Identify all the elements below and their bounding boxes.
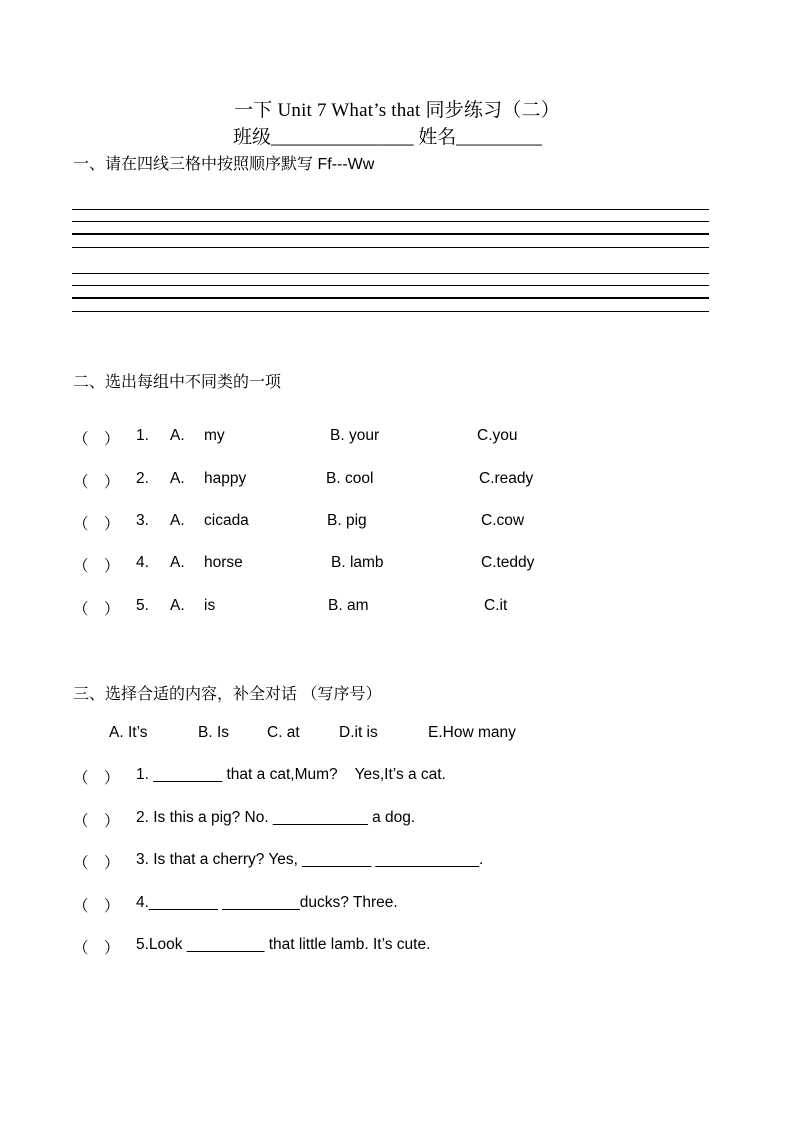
option-a-word: is [204, 597, 216, 614]
grid-baseline [72, 297, 709, 299]
option-a-word: horse [204, 554, 243, 571]
worksheet-title: 一下 Unit 7 What’s that 同步练习（二） [234, 100, 560, 121]
answer-blank[interactable]: （ ） [73, 516, 120, 533]
answer-blank[interactable]: （ ） [73, 431, 120, 448]
option-a-letter: A. [170, 427, 185, 444]
grid-line [72, 273, 709, 274]
dialogue-text: 1. ________ that a cat,Mum? Yes,It’s a cat. [136, 766, 446, 783]
grid-line [72, 311, 709, 312]
option-a-word: cicada [204, 512, 249, 529]
dialogue-text: 4.________ _________ducks? Three. [136, 894, 398, 911]
section-1-heading: 一、请在四线三格中按照顺序默写 Ff---Ww [73, 156, 375, 173]
grid-baseline [72, 233, 709, 235]
answer-blank[interactable]: （ ） [73, 601, 120, 618]
option-a-letter: A. [170, 512, 185, 529]
dialogue-text: 5.Look _________ that little lamb. It’s cute. [136, 936, 431, 953]
option-item: D.it is [339, 724, 378, 741]
answer-blank[interactable]: （ ） [73, 813, 120, 830]
option-item: B. Is [198, 724, 230, 741]
option-c: C.it [484, 597, 508, 614]
option-c: C.ready [479, 470, 534, 487]
question-number: 4. [136, 554, 149, 571]
option-item: E.How many [428, 724, 516, 741]
option-b: B. lamb [331, 554, 384, 571]
dialogue-text: 2. Is this a pig? No. ___________ a dog. [136, 809, 416, 826]
option-b: B. your [330, 427, 380, 444]
option-a-letter: A. [170, 470, 185, 487]
question-number: 5. [136, 597, 149, 614]
grid-line [72, 285, 709, 286]
question-number: 1. [136, 427, 149, 444]
option-c: C.you [477, 427, 518, 444]
option-a-word: happy [204, 470, 247, 487]
option-c: C.teddy [481, 554, 535, 571]
answer-blank[interactable]: （ ） [73, 558, 120, 575]
option-b: B. am [328, 597, 369, 614]
question-number: 2. [136, 470, 149, 487]
grid-line [72, 247, 709, 248]
option-item: C. at [267, 724, 300, 741]
section-2-heading: 二、选出每组中不同类的一项 [73, 374, 282, 391]
option-c: C.cow [481, 512, 525, 529]
dialogue-text: 3. Is that a cherry? Yes, ________ ____________. [136, 851, 484, 868]
option-b: B. cool [326, 470, 374, 487]
grid-line [72, 221, 709, 222]
answer-blank[interactable]: （ ） [73, 940, 120, 957]
class-name-line: 班级_______________ 姓名_________ [233, 127, 542, 148]
question-number: 3. [136, 512, 149, 529]
option-a-letter: A. [170, 597, 185, 614]
section-3-heading: 三、选择合适的内容，补全对话 （写序号） [73, 686, 382, 703]
answer-blank[interactable]: （ ） [73, 898, 120, 915]
grid-line [72, 209, 709, 210]
answer-blank[interactable]: （ ） [73, 855, 120, 872]
option-item: A. It’s [109, 724, 148, 741]
answer-blank[interactable]: （ ） [73, 770, 120, 787]
option-a-word: my [204, 427, 225, 444]
option-a-letter: A. [170, 554, 185, 571]
answer-blank[interactable]: （ ） [73, 474, 120, 491]
option-b: B. pig [327, 512, 367, 529]
